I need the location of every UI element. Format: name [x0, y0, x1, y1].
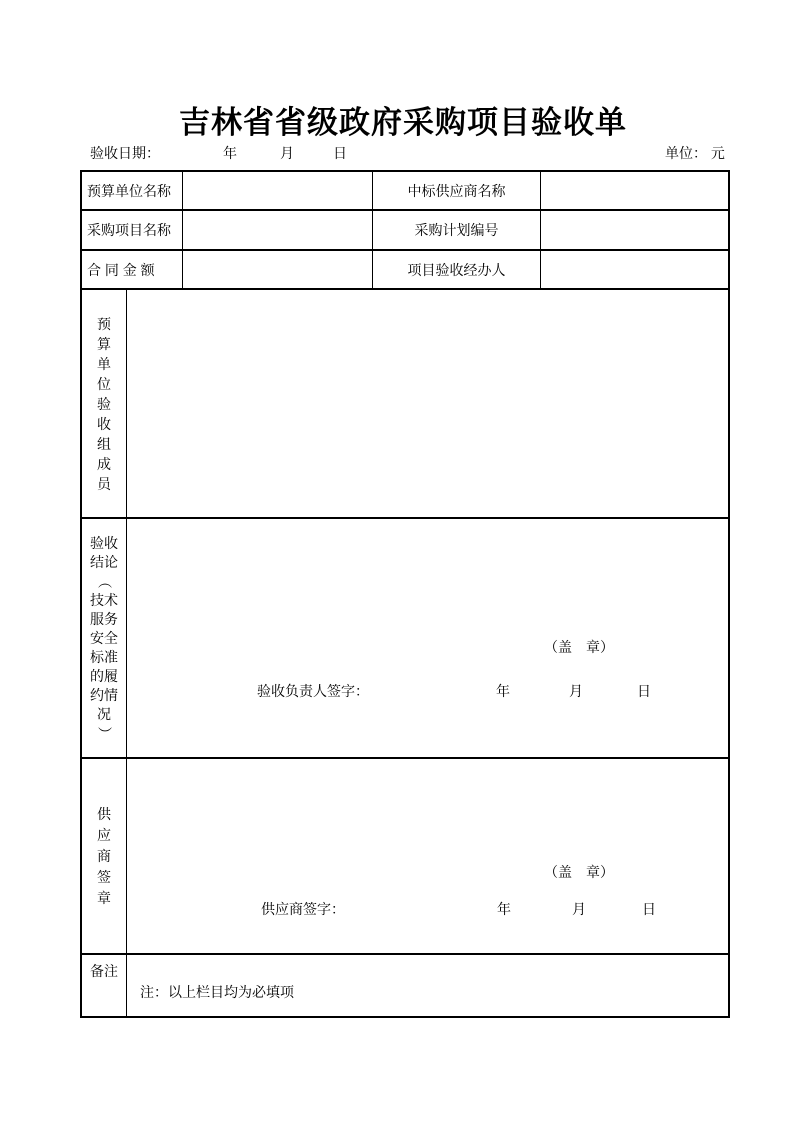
table-row-budget-unit: [82, 172, 728, 211]
remarks-note: 注：以上栏目均为必填项: [140, 984, 294, 1000]
supplier-seal-label: 供 应 商 签 章: [82, 759, 127, 953]
procurement-project-name-label: [82, 211, 183, 249]
label-text: 采购计划编号: [414, 222, 499, 238]
table-row-remarks: [82, 955, 728, 1016]
header-line: [0, 143, 806, 163]
label-text: 项目验收经办人: [407, 261, 506, 278]
table-row-contract-amount: [82, 251, 728, 290]
acceptance-conclusion-field[interactable]: [127, 519, 728, 757]
unit-label: 单位： 元: [665, 145, 725, 161]
acceptance-leader-signature-label: 验收负责人签字：: [257, 683, 369, 699]
acceptance-group-members-field[interactable]: [127, 290, 728, 517]
table-row-project-name: [82, 211, 728, 251]
table-row-acceptance-group: [82, 290, 728, 519]
acceptance-date-label: 验收日期：: [90, 145, 160, 161]
day-label: 日: [637, 683, 651, 699]
acceptance-handler-field[interactable]: [541, 251, 728, 288]
acceptance-form-table: [80, 170, 730, 1018]
winning-supplier-name-label: [373, 172, 541, 209]
remarks-label: 备注: [82, 955, 127, 1016]
budget-unit-acceptance-group-label: 预 算 单 位 验 收 组 成 员: [82, 290, 127, 517]
seal-placeholder: （盖 章）: [544, 864, 614, 880]
month-label: 月: [280, 145, 294, 161]
procurement-plan-number-field[interactable]: [541, 211, 728, 249]
seal-placeholder: （盖 章）: [544, 639, 614, 655]
close-paren: ）: [96, 726, 113, 740]
budget-unit-name-label: [82, 172, 183, 209]
remarks-field[interactable]: [127, 955, 728, 1016]
open-paren: （: [96, 574, 113, 588]
procurement-project-name-field[interactable]: [183, 211, 373, 249]
budget-unit-name-field[interactable]: [183, 172, 373, 209]
label-text: 预算单位名称: [87, 182, 171, 199]
winning-supplier-name-field[interactable]: [541, 172, 728, 209]
month-label: 月: [569, 683, 583, 699]
day-label: 日: [333, 145, 347, 161]
year-label: 年: [496, 683, 510, 699]
supplier-signature-label: 供应商签字：: [261, 901, 345, 917]
acceptance-conclusion-label: 验收 结论 （ 技术 服务 安全 标准 的履 约情 况 ）: [82, 519, 127, 757]
table-row-supplier-seal: [82, 759, 728, 955]
supplier-seal-field[interactable]: [127, 759, 728, 953]
year-label: 年: [223, 145, 237, 161]
contract-amount-field[interactable]: [183, 251, 373, 288]
contract-amount-label: [82, 251, 183, 288]
month-label: 月: [572, 901, 586, 917]
procurement-plan-number-label: [373, 211, 541, 249]
acceptance-handler-label: [373, 251, 541, 288]
label-text: 采购项目名称: [87, 222, 171, 238]
label-text: 中标供应商名称: [407, 182, 506, 199]
table-row-acceptance-conclusion: [82, 519, 728, 759]
form-title: 吉林省省级政府采购项目验收单: [179, 105, 627, 140]
label-text: 合 同 金 额: [87, 261, 155, 278]
year-label: 年: [497, 901, 511, 917]
day-label: 日: [642, 901, 656, 917]
